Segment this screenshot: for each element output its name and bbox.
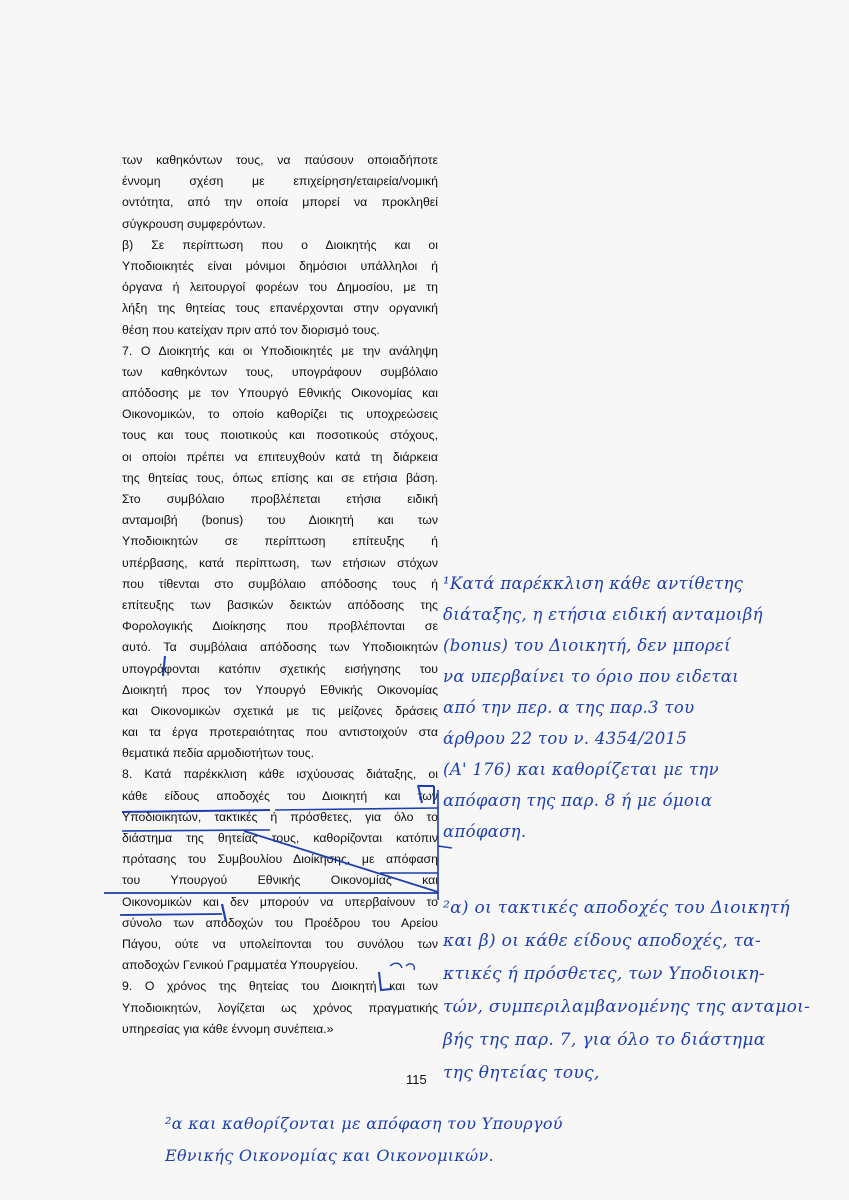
handwritten-line: άρθρου 22 του ν. 4354/2015: [443, 729, 688, 748]
text-line: Οικονομικών και δεν μπορούν να υπερβαίνουν το: [122, 894, 438, 909]
text-line: Διοικητή προς τον Υπουργό Εθνικής Οικονομίας: [122, 682, 438, 697]
handwritten-line: από την περ. α της παρ.3 του: [443, 698, 695, 717]
text-line: σύνολο των αποδοχών του Προέδρου του Αρείου: [122, 915, 438, 930]
text-line: αυτό. Τα συμβόλαια απόδοσης των Υποδιοικητών: [122, 640, 438, 655]
text-line: 7. Ο Διοικητής και οι Υποδιοικητές με την ανάληψη: [122, 343, 438, 358]
text-line: λήξη της θητείας τους επανέρχονται στην οργανική: [122, 301, 438, 316]
text-line: της θητείας τους, όπως επίσης και σε ετήσια βάση.: [122, 470, 438, 485]
handwritten-line: Εθνικής Οικονομίας και Οικονομικών.: [165, 1146, 494, 1165]
text-line: Υποδιοικητών, τακτικές ή πρόσθετες, για όλο το: [122, 809, 438, 824]
text-line: οντότητα, από την οποία μπορεί να προκληθεί: [122, 195, 438, 210]
text-line: και Οικονομικών σχετικά με τις μείζονες δράσεις: [122, 703, 438, 718]
handwritten-line: ²α και καθορίζονται με απόφαση του Υπουργού: [165, 1114, 563, 1133]
text-line: απόδοσης με τον Υπουργό Εθνικής Οικονομίας και: [122, 386, 438, 401]
handwritten-line: και β) οι κάθε είδους αποδοχές, τα-: [443, 931, 762, 951]
handwritten-line: να υπερβαίνει το όριο που ειδεται: [443, 667, 739, 686]
text-line: Υποδιοικητών σε περίπτωση επίτευξης ή: [122, 534, 438, 549]
text-line: ανταμοιβή (bonus) του Διοικητή και των: [122, 513, 438, 528]
text-line: Φορολογικής Διοίκησης που προβλέπονται σε: [122, 619, 438, 634]
handwritten-note-allowances: [443, 892, 810, 1090]
handwritten-line: βής της παρ. 7, για όλο το διάστημα: [443, 1030, 766, 1050]
handwritten-line: της θητείας τους,: [443, 1063, 600, 1083]
text-line: 8. Κατά παρέκκλιση κάθε ισχύουσας διάταξης, οι: [122, 767, 438, 782]
text-line: οι οποίοι πρέπει να επιτευχθούν κατά τη διάρκεια: [122, 449, 438, 464]
text-line: τους και τους ποιοτικούς και ποσοτικούς στόχους,: [122, 428, 438, 443]
text-line: Υποδιοικητών, λογίζεται ως χρόνος πραγματικής: [122, 1000, 438, 1015]
handwritten-line: διάταξης, η ετήσια ειδική ανταμοιβή: [443, 605, 763, 624]
body-text: [122, 150, 438, 1040]
text-line: υπηρεσίας για κάθε έννομη συνέπεια.»: [122, 1021, 334, 1036]
text-line: Υποδιοικητές είναι μόνιμοι δημόσιοι υπάλληλοι ή: [122, 258, 438, 273]
text-line: που τίθενται στο συμβόλαιο απόδοσης τους ή: [122, 576, 438, 591]
text-line: πρότασης του Συμβουλίου Διοίκησης, με απόφαση: [122, 852, 438, 867]
text-line: θέση που κατείχαν πριν από τον διορισμό τους.: [122, 322, 380, 337]
handwritten-line: ¹Κατά παρέκκλιση κάθε αντίθετης: [443, 574, 744, 593]
handwritten-note-ministerial-decision: [165, 1108, 563, 1172]
handwritten-line: κτικές ή πρόσθετες, των Υποδιοικη-: [443, 964, 765, 984]
text-line: έννομη σχέση με επιχείρηση/εταιρεία/νομική: [122, 174, 438, 189]
text-line: επίτευξης των βασικών δεικτών απόδοσης της: [122, 597, 438, 612]
handwritten-line: (bonus) του Διοικητή, δεν μπορεί: [443, 636, 731, 655]
text-line: διάστημα της θητείας τους, καθορίζονται κατόπιν: [122, 831, 438, 845]
text-line: Οικονομικών, το οποίο καθορίζει τις υποχρεώσεις: [122, 407, 438, 422]
handwritten-line: τών, συμπεριλαμβανομένης της ανταμοι-: [443, 997, 811, 1017]
text-line: 9. Ο χρόνος της θητείας του Διοικητή και των: [122, 979, 438, 994]
handwritten-line: απόφαση της παρ. 8 ή με όμοια: [443, 791, 713, 810]
text-line: των καθηκόντων τους, να παύσουν οποιαδήποτε: [122, 153, 438, 167]
text-line: σύγκρουση συμφερόντων.: [122, 216, 266, 231]
handwritten-line: απόφαση.: [443, 822, 527, 841]
text-line: υπογράφονται κατόπιν σχετικής εισήγησης του: [122, 661, 438, 676]
handwritten-line: ²α) οι τακτικές αποδοχές του Διοικητή: [443, 898, 790, 918]
text-line: και τα έργα προτεραιότητας που αντιστοιχούν στα: [122, 725, 438, 740]
text-line: θεματικά πεδία αρμοδιοτήτων τους.: [122, 746, 315, 761]
page-number: 115: [406, 1072, 427, 1087]
text-line: β) Σε περίπτωση που ο Διοικητής και οι: [122, 237, 438, 252]
text-line: υπέρβασης, κατά περίπτωση, των ετήσιων στόχων: [122, 555, 438, 570]
text-line: Πάγου, ούτε να υπολείπονται του συνόλου των: [122, 936, 438, 951]
text-line: όργανα ή λειτουργοί φορέων του Δημοσίου, με τη: [122, 280, 438, 295]
text-line: των καθηκόντων τους, υπογράφουν συμβόλαιο: [122, 364, 438, 379]
text-line: Στο συμβόλαιο προβλέπεται ετήσια ειδική: [122, 492, 438, 506]
handwritten-note-bonus: [443, 568, 763, 847]
handwritten-line: (Α' 176) και καθορίζεται με την: [443, 760, 719, 779]
text-line: του Υπουργού Εθνικής Οικονομίας και: [122, 873, 438, 888]
text-line: αποδοχών Γενικού Γραμματέα Υπουργείου.: [122, 958, 359, 973]
text-line: κάθε είδους αποδοχές του Διοικητή και των: [122, 788, 438, 803]
